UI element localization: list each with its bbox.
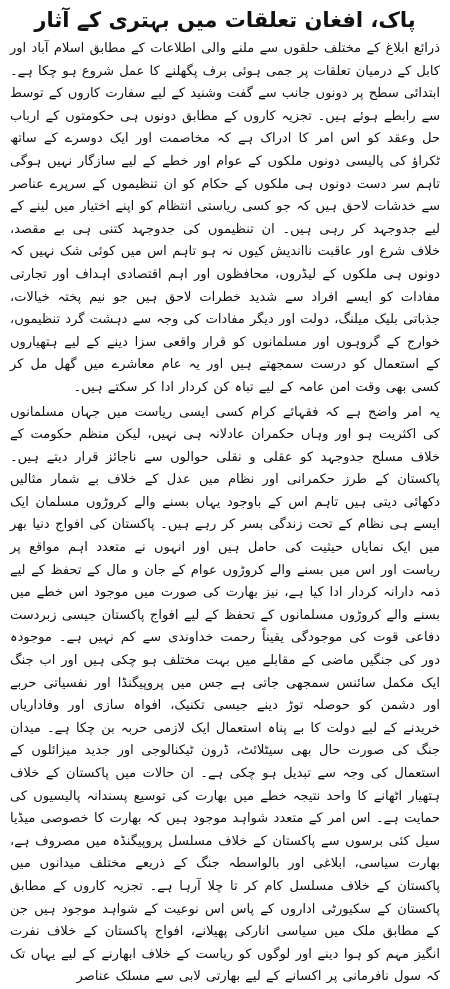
- article-title: پاک، افغان تعلقات میں بہتری کے آثار: [34, 8, 416, 32]
- article-paragraph-1: ذرائع ابلاغ کے مختلف حلقوں سے ملنے والی اطلاعات کے مطابق اسلام آباد اور کابل کے درمیان تعلقات پر جمی ہوئی برف پگھلنے کا عمل شروع ہو چکا ہے۔ ابتدائی سطح پر دونوں جانب سے گفت وشنید کے لیے سفارت کاروں کے توسط سے رابطے ہوئے ہیں۔ تجزیہ کاروں کے مطابق دونوں ہی حکومتوں کے ارباب حل وعقد کو اس امر کا ادراک ہے کہ مخاصمت اور ایک دوسرے کے ساتھ ٹکراؤ کی پالیسی دونوں ملکوں کے عوام اور خطے کے لیے سازگار نہیں ہوگی تاہم سر دست دونوں ہی ملکوں کے حکام کو ان تنظیموں کے سرپرے عناصر سے خدشات لاحق ہیں کہ جو کسی ریاستی انتظام کو اپنے اختیار میں لینے کے لیے جدوجہد کر رہی ہیں۔ ان تنظیموں کی جدوجہد کتنی ہی بے مقصد، خلاف شرع اور عاقبت نااندیش کیوں نہ ہو تاہم اس میں کوئی شک نہیں کہ دونوں ہی ملکوں کے لیڈروں، محافظوں اور اہم اقتصادی اہداف اور تجارتی مفادات کو ایسے افراد سے شدید خطرات لاحق ہیں جو نیم پختہ خیالات، جذباتی بلیک میلنگ، دولت اور دیگر مفادات کی وجہ سے دہشت گرد تنظیموں، خوارج کے گروہوں اور مسلمانوں کو قرار واقعی سزا دینے کے لیے ہتھیاروں کے استعمال کو درست سمجھتے ہیں اور یہ عام معاشرے میں گھل مل کر کسی بھی وقت امن عامہ کے لیے تباہ کن کردار ادا کر سکتے ہیں۔: [10, 41, 440, 395]
- article-paragraph-2: یہ امر واضح ہے کہ فقہائے کرام کسی ایسی ریاست میں جہاں مسلمانوں کی اکثریت ہو اور وہاں حکمران عادلانہ ہی نہیں، لیکن منظم حکومت کے خلاف مسلح جدوجہد کو عقلی و نقلی حوالوں سے ناجائز قرار دیتے ہیں۔ پاکستان کے طرز حکمرانی اور نظام میں عدل کے خلاف بے شمار مثالیں دکھائی دیتی ہیں تاہم اس کے باوجود یہاں بسنے والے کروڑوں مسلمان ایک ایسے ہی نظام کے تحت زندگی بسر کر رہے ہیں۔ پاکستان کی افواج دنیا بھر میں ایک نمایاں حیثیت کی حامل ہیں اور انہوں نے متعدد اہم مواقع پر ریاست اور اس میں بسنے والے کروڑوں عوام کے جان و مال کے تحفظ کے لیے ذمہ دارانہ کردار ادا کیا ہے، نیز بھارت کی صورت میں موجود اس خطے میں بسنے والے کروڑوں مسلمانوں کے تحفظ کے لیے افواج پاکستان جیسی زبردست دفاعی قوت کی موجودگی یقیناً رحمت خداوندی سے کم نہیں ہے۔ موجودہ دور کی جنگیں ماضی کے مقابلے میں بہت مختلف ہو چکی ہیں اور اب جنگ ایک مکمل سائنس سمجھی جاتی ہے جس میں پروپیگنڈا اور نفسیاتی حربے اور دشمن کو حوصلہ توڑ دینے جیسی تکنیک، افواہ سازی اور وفاداریاں خریدنے کے لیے دولت کا بے پناہ استعمال ایک لازمی حربہ بن چکا ہے۔ میدان جنگ کی صورت حال بھی سیٹلائٹ، ڈرون ٹیکنالوجی اور جدید میزائلوں کے استعمال کی وجہ سے تبدیل ہو چکی ہے۔ ان حالات میں پاکستان کے خلاف ہتھیار اٹھانے کا واحد نتیجہ خطے میں بھارت کی توسیع پسندانہ پالیسیوں کی حمایت ہے۔ اس امر کے متعدد شواہد موجود ہیں کہ بھارت کا خصوصی میڈیا سیل کئی برسوں سے پاکستان کے خلاف مسلسل پروپیگنڈہ میں مصروف ہے، بھارت سیاسی، ابلاغی اور بالواسطہ جنگ کے ذریعے مختلف میدانوں میں پاکستان کے خلاف مسلسل کام کر تا چلا آرہا ہے۔ تجزیہ کاروں کے مطابق پاکستان کے سکیورٹی اداروں کے پاس اس نوعیت کے شواہد موجود ہیں جن کے مطابق ملک میں سیاسی انارکی پھیلانے، افواج پاکستان کے خلاف نفرت انگیز مہم کو ہوا دینے اور لوگوں کو ریاست کے خلاف ابھارنے کے لیے یہاں تک کہ سول نافرمانی پر اکسانے کے لیے بھارتی لابی سے مسلک عناصر: [10, 404, 440, 985]
